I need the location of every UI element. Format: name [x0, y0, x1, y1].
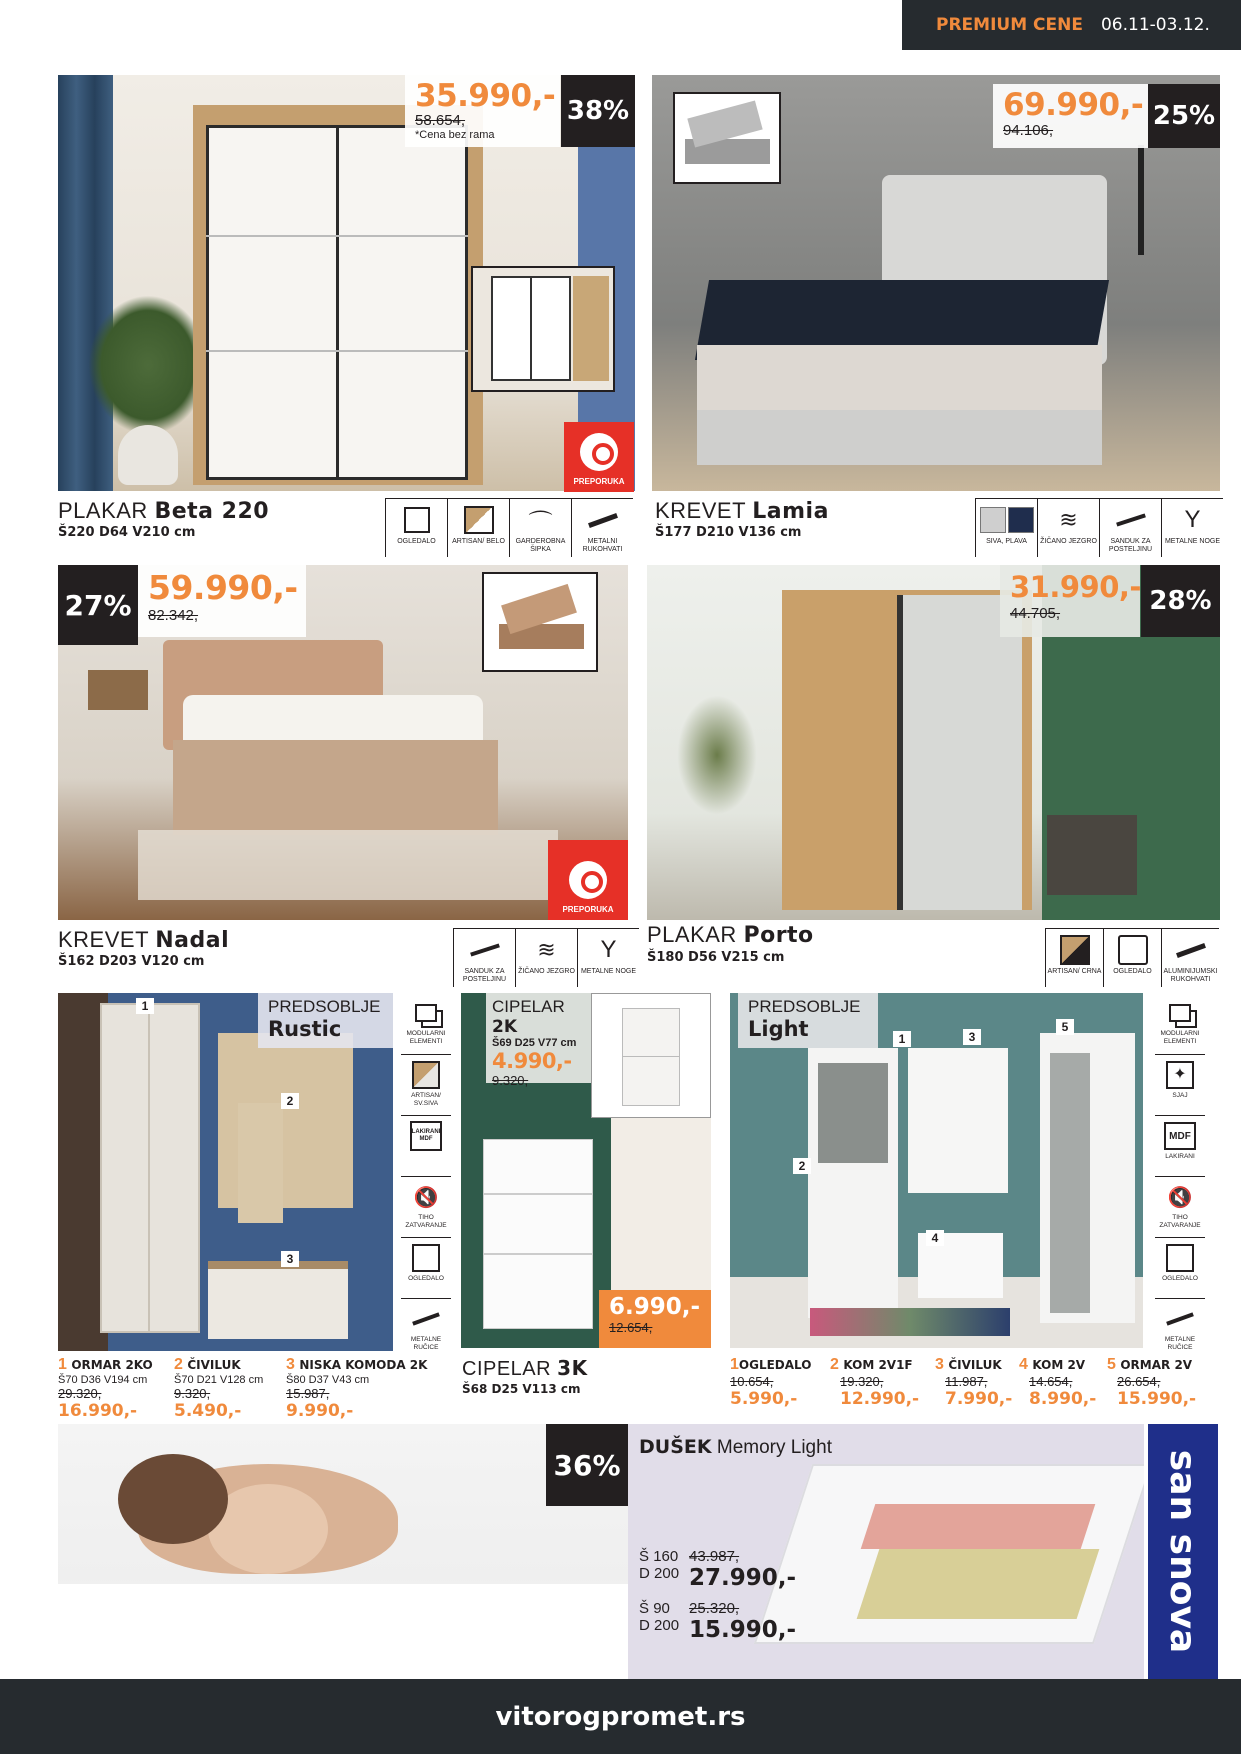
handle-icon: [1176, 935, 1206, 965]
feature-mirror: OGLEDALO: [1155, 1237, 1205, 1298]
color-swatch-icon: [464, 505, 494, 535]
beta-old-price: 58.654,: [415, 112, 466, 129]
nadal-dims: Š162 D203 V120 cm: [58, 954, 205, 969]
feature-mirror: OGLEDALO: [1103, 929, 1161, 987]
cipelar-2k-inset: [591, 993, 711, 1118]
mute-icon: 🔇: [1167, 1186, 1193, 1209]
light-features: [1155, 993, 1205, 1359]
mute-icon: 🔇: [413, 1186, 439, 1209]
feature-metal-legs: Y METALNE NOGE: [1161, 499, 1223, 557]
beta-dims: Š220 D64 V210 cm: [58, 525, 196, 540]
metal-leg-icon: Y: [600, 936, 617, 963]
feature-color: ARTISAN/ CRNA: [1045, 929, 1103, 987]
lamia-price-box: [993, 84, 1148, 148]
light-category: PREDSOBLJE: [748, 997, 861, 1016]
light-marker-5: 5: [1056, 1019, 1074, 1035]
dusek-title: DUŠEK Memory Light: [639, 1436, 832, 1458]
feature-handles: METALNI RUKOHVATI: [571, 499, 633, 557]
header-banner: [902, 0, 1241, 50]
beta-title: PLAKAR Beta 220: [58, 498, 270, 524]
rustic-marker-1: 1: [136, 998, 154, 1014]
ok-hand-icon: [569, 861, 607, 899]
modular-icon: [410, 998, 442, 1028]
light-item-2: 2 KOM 2V1F 19.320, 12.990,-: [830, 1356, 920, 1409]
spring-icon: ≋: [1059, 507, 1078, 532]
feature-modular: MODULARNI ELEMENTI: [401, 993, 451, 1054]
light-item-4: 4 KOM 2V 14.654, 8.990,-: [1019, 1356, 1097, 1409]
nadal-price: 59.990,-: [148, 568, 298, 607]
rustic-title-box: [258, 993, 393, 1048]
feature-soft-close: 🔇 TIHO ZATVARANJE: [401, 1176, 451, 1237]
feature-gloss: ✦ SJAJ: [1155, 1054, 1205, 1115]
brand-label: PREMIUM CENE: [936, 15, 1083, 35]
rustic-features: [401, 993, 451, 1359]
feature-handles: ALUMINIJUMSKI RUKOHVATI: [1161, 929, 1219, 987]
rustic-marker-2: 2: [281, 1093, 299, 1109]
color-swatches-icon: [977, 505, 1037, 535]
cipelar-3k-dims: Š68 D25 V113 cm: [462, 1382, 581, 1396]
lamia-old-price: 94.106,: [1003, 122, 1054, 139]
storage-box-icon: [470, 935, 500, 965]
porto-discount: 28%: [1141, 565, 1220, 637]
feature-soft-close: 🔇 TIHO ZATVARANJE: [1155, 1176, 1205, 1237]
beta-features: [385, 498, 633, 557]
spring-icon: ≋: [537, 937, 556, 962]
feature-color: ARTISAN/ SV.SIVA: [401, 1054, 451, 1115]
mirror-icon: [1118, 935, 1148, 965]
mirror-icon: [410, 1243, 442, 1273]
nadal-old-price: 82.342,: [148, 607, 199, 624]
ok-hand-icon: [580, 433, 618, 471]
light-marker-1: 1: [893, 1031, 911, 1047]
cipelar-3k-price-box: 6.990,- 12.654,: [599, 1290, 711, 1348]
lamia-dims: Š177 D210 V136 cm: [655, 525, 802, 540]
feature-lacquered-mdf: MDF LAKIRANI: [1155, 1115, 1205, 1176]
porto-title: PLAKAR Porto: [647, 922, 814, 948]
feature-storage: SANDUK ZA POSTELJINU: [453, 929, 515, 987]
feature-mirror: OGLEDALO: [401, 1237, 451, 1298]
storage-box-icon: [1116, 505, 1146, 535]
rustic-item-3: 3 NISKA KOMODA 2K Š80 D37 V43 cm 15.987, 9.990,-: [286, 1356, 428, 1421]
rustic-category: PREDSOBLJE: [268, 997, 381, 1016]
dusek-size-2: Š 90 D 200 25.320, 15.990,-: [639, 1600, 797, 1643]
feature-metal-legs: Y METALNE NOGE: [577, 929, 639, 987]
lamia-price: 69.990,-: [1003, 87, 1144, 123]
lamia-inset-photo: [673, 92, 781, 184]
porto-price: 31.990,-: [1010, 570, 1141, 604]
beta-price: 35.990,-: [415, 78, 556, 114]
nadal-discount: 27%: [58, 565, 138, 645]
mirror-icon: [1164, 1243, 1196, 1273]
san-snova-logo: san snova: [1144, 1424, 1218, 1679]
handle-icon: [410, 1304, 442, 1334]
beta-inset-photo: [471, 266, 615, 392]
nadal-price-box: [138, 565, 306, 637]
feature-spring-core: ≋ ŽIČANO JEZGRO: [1037, 499, 1099, 557]
dusek-size-1: Š 160 D 200 43.987, 27.990,-: [639, 1548, 797, 1591]
handle-icon: [1164, 1304, 1196, 1334]
beta-price-box: [405, 75, 560, 147]
light-marker-3: 3: [963, 1029, 981, 1045]
feature-mirror: OGLEDALO: [385, 499, 447, 557]
sparkle-icon: ✦: [1164, 1060, 1196, 1090]
light-marker-2: 2: [793, 1158, 811, 1174]
rustic-item-1: 1 ORMAR 2KO Š70 D36 V194 cm 29.320, 16.990,-: [58, 1356, 153, 1421]
beta-note: *Cena bez rama: [415, 129, 495, 141]
nadal-features: [453, 928, 639, 987]
nadal-title: KREVET Nadal: [58, 927, 230, 953]
rustic-marker-3: 3: [281, 1251, 299, 1267]
handle-icon: [588, 505, 618, 535]
mdf-icon: LAKIRANI MDF: [410, 1121, 442, 1151]
nadal-recommended-badge: PREPORUKA: [548, 840, 628, 920]
date-range: 06.11-03.12.: [1100, 15, 1210, 35]
light-marker-4: 4: [926, 1230, 944, 1246]
feature-handles: METALNE RUČICE: [401, 1298, 451, 1359]
dusek-discount: 36%: [546, 1424, 628, 1506]
lamia-discount: 25%: [1148, 84, 1220, 148]
feature-rail: ⌒ GARDEROBNA ŠIPKA: [509, 499, 571, 557]
color-swatch-icon: [1060, 935, 1090, 965]
light-name: Light: [748, 1017, 809, 1041]
dusek-woman-photo: [58, 1424, 628, 1679]
light-title-box: [738, 993, 878, 1048]
feature-modular: MODULARNI ELEMENTI: [1155, 993, 1205, 1054]
porto-features: [1045, 928, 1219, 987]
beta-discount: 38%: [561, 75, 635, 147]
rustic-name: Rustic: [268, 1017, 342, 1041]
light-item-1: 1OGLEDALO 10.654, 5.990,-: [730, 1356, 812, 1409]
porto-old-price: 44.705,: [1010, 605, 1061, 622]
feature-colors: SIVA, PLAVA: [975, 499, 1037, 557]
beta-recommended-badge: PREPORUKA: [564, 422, 634, 492]
nadal-inset-photo: [482, 572, 598, 672]
light-item-5: 5 ORMAR 2V 26.654, 15.990,-: [1107, 1356, 1197, 1409]
feature-storage: SANDUK ZA POSTELJINU: [1099, 499, 1161, 557]
lamia-title: KREVET Lamia: [655, 498, 829, 524]
porto-price-box: [1000, 565, 1140, 637]
cipelar-2k-box: CIPELAR 2K Š69 D25 V77 cm 4.990,- 9.320,: [486, 993, 591, 1083]
modular-icon: [1164, 998, 1196, 1028]
feature-spring-core: ≋ ŽIČANO JEZGRO: [515, 929, 577, 987]
light-item-3: 3 ČIVILUK 11.987, 7.990,-: [935, 1356, 1013, 1409]
rustic-item-2: 2 ČIVILUK Š70 D21 V128 cm 9.320, 5.490,-: [174, 1356, 264, 1421]
feature-handles: METALNE RUČICE: [1155, 1298, 1205, 1359]
feature-color: ARTISAN/ BELO: [447, 499, 509, 557]
footer-site[interactable]: vitorogpromet.rs: [0, 1679, 1241, 1754]
metal-leg-icon: Y: [1184, 506, 1201, 533]
feature-lacquered-mdf: [401, 1115, 451, 1176]
color-swatch-icon: [410, 1060, 442, 1090]
lamia-features: [975, 498, 1223, 557]
porto-dims: Š180 D56 V215 cm: [647, 950, 785, 965]
cipelar-3k-title: CIPELAR 3K: [462, 1356, 588, 1380]
hanger-icon: ⌒: [528, 509, 553, 537]
mirror-icon: [402, 505, 432, 535]
mdf-icon: MDF: [1164, 1121, 1196, 1151]
